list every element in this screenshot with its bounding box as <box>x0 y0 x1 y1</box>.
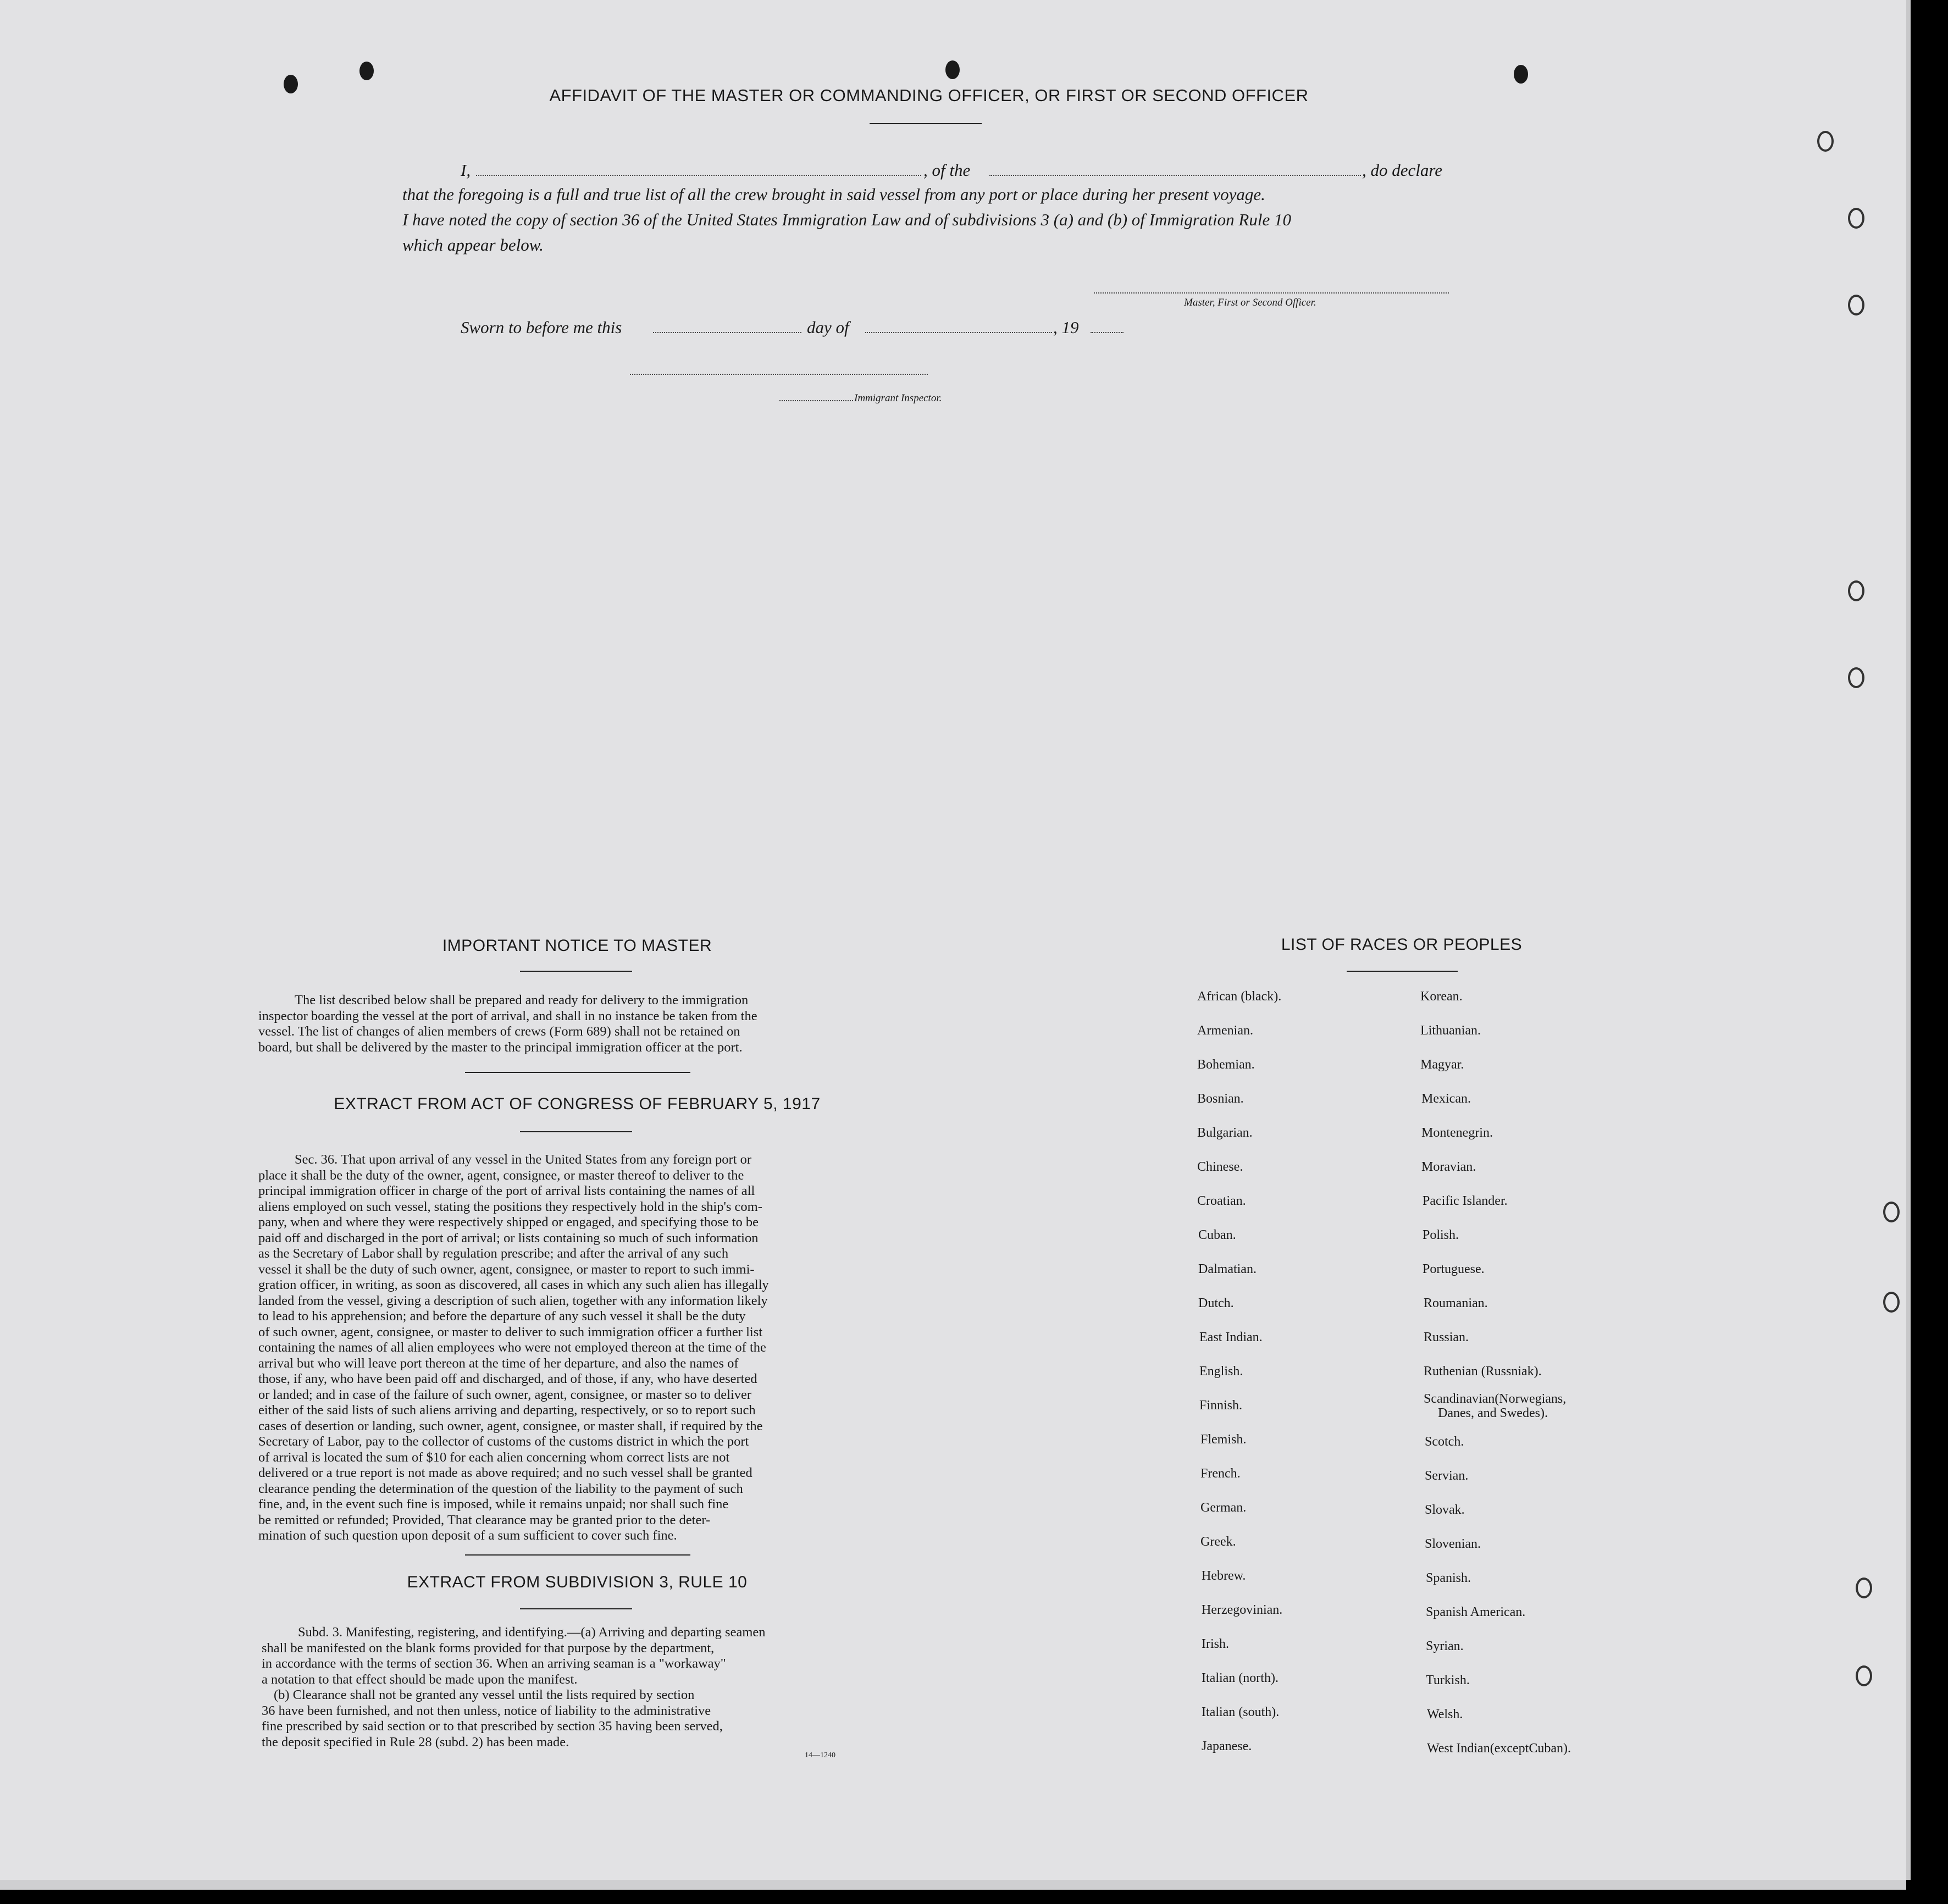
race-item: Magyar. <box>1420 1058 1464 1072</box>
race-item: Scotch. <box>1425 1435 1464 1449</box>
notice-line: inspector boarding the vessel at the port of arrival, and shall in no instance be taken from the <box>258 1008 757 1023</box>
race-item: Bosnian. <box>1197 1092 1244 1106</box>
rule-line: Subd. 3. Manifesting, registering, and identifying.—(a) Arriving and departing seamen <box>298 1625 766 1640</box>
race-item: Cuban. <box>1198 1228 1236 1242</box>
act-line: cases of desertion or landing, such owner, agent, consignee, or master shall, if required by the <box>258 1418 763 1433</box>
binder-ring <box>1848 667 1864 688</box>
divider <box>520 1131 632 1132</box>
act-line: of such owner, agent, consignee, or master to deliver to such immigration officer a further list <box>258 1324 763 1340</box>
binder-ring <box>1817 131 1834 152</box>
race-item: Polish. <box>1423 1228 1459 1242</box>
race-item: Korean. <box>1420 989 1463 1004</box>
act-line: to lead to his apprehension; and before the departure of any such vessel it shall be the duty <box>258 1309 746 1324</box>
race-item: Lithuanian. <box>1420 1023 1481 1038</box>
divider <box>870 123 982 124</box>
punch-hole <box>284 75 298 93</box>
race-item: Portuguese. <box>1423 1262 1485 1276</box>
divider <box>465 1554 690 1556</box>
notice-line: The list described below shall be prepared and ready for delivery to the immigration <box>295 993 749 1008</box>
binder-ring <box>1856 1578 1872 1598</box>
act-line: be remitted or refunded; Provided, That clearance may be granted prior to the deter- <box>258 1512 711 1527</box>
race-item: Welsh. <box>1427 1707 1463 1722</box>
punch-hole <box>945 60 960 79</box>
race-item: Turkish. <box>1426 1673 1470 1687</box>
act-line: either of the said lists of such aliens arriving and departing, respectively, or so to report such <box>258 1403 756 1418</box>
act-line: landed from the vessel, giving a description of such alien, together with any information likely <box>258 1293 768 1308</box>
act-line: aliens employed on such vessel, stating the positions they respectively hold in the ship's com- <box>258 1199 762 1214</box>
race-item: Scandinavian(Norwegians, <box>1424 1392 1567 1406</box>
race-item: Mexican. <box>1421 1092 1471 1106</box>
race-item: African (black). <box>1197 989 1282 1004</box>
race-item: English. <box>1199 1364 1243 1379</box>
races-title: LIST OF RACES OR PEOPLES <box>1281 936 1523 954</box>
act-line: clearance pending the determination of the question of the liability to the payment of such <box>258 1481 743 1496</box>
race-item: Finnish. <box>1199 1398 1243 1413</box>
rule-title: EXTRACT FROM SUBDIVISION 3, RULE 10 <box>407 1573 748 1591</box>
race-item: Slovak. <box>1425 1503 1465 1517</box>
punch-hole <box>359 62 374 80</box>
notice-body <box>258 993 897 1055</box>
day-of-label: day of <box>807 318 849 337</box>
binder-ring <box>1848 208 1864 229</box>
act-line: containing the names of all alien employees who were not employed thereon at the time of the <box>258 1340 766 1355</box>
master-signature-label: Master, First or Second Officer. <box>1184 297 1316 308</box>
notice-title: IMPORTANT NOTICE TO MASTER <box>442 937 712 955</box>
inspector-lead-dots <box>779 400 853 401</box>
affidavit-of-the-label: , of the <box>923 160 971 180</box>
race-item: Pacific Islander. <box>1423 1194 1508 1208</box>
binder-ring <box>1848 580 1864 601</box>
race-item: Japanese. <box>1202 1739 1252 1753</box>
sworn-year-field[interactable] <box>1091 332 1124 333</box>
race-item: Herzegovinian. <box>1202 1603 1283 1617</box>
race-item: Roumanian. <box>1424 1296 1488 1310</box>
rule-line: a notation to that effect should be made upon the manifest. <box>262 1671 578 1687</box>
affidavit-declare-label: , do declare <box>1362 160 1443 180</box>
sworn-month-field[interactable] <box>865 332 1052 333</box>
act-title: EXTRACT FROM ACT OF CONGRESS OF FEBRUARY 5, 1917 <box>334 1095 821 1113</box>
year-label: , 19 <box>1053 318 1079 337</box>
inspector-signature-field[interactable] <box>630 374 928 375</box>
race-item: West Indian(exceptCuban). <box>1427 1741 1571 1756</box>
act-line: or landed; and in case of the failure of such owner, agent, consignee, or master so to deliver <box>258 1387 752 1402</box>
race-item: Armenian. <box>1197 1023 1253 1038</box>
act-line: gration officer, in writing, as soon as discovered, all cases in which any such alien has illegally <box>258 1277 769 1292</box>
sworn-label: Sworn to before me this <box>461 318 622 337</box>
divider <box>1347 971 1458 972</box>
act-line: Secretary of Labor, pay to the collector of customs of the customs district in which the port <box>258 1434 749 1449</box>
master-signature-field[interactable] <box>1094 292 1449 294</box>
race-item: Italian (south). <box>1202 1705 1280 1719</box>
race-item: Italian (north). <box>1202 1671 1279 1685</box>
sworn-day-field[interactable] <box>653 332 801 333</box>
binder-ring <box>1848 295 1864 316</box>
race-item: Syrian. <box>1426 1639 1464 1653</box>
race-item: French. <box>1200 1466 1241 1481</box>
vessel-field[interactable] <box>989 175 1361 176</box>
binder-ring <box>1856 1665 1872 1686</box>
rule-line: (b) Clearance shall not be granted any vessel until the lists required by section <box>274 1687 695 1702</box>
race-item: German. <box>1200 1501 1247 1515</box>
race-item: Russian. <box>1424 1330 1469 1344</box>
race-item: Hebrew. <box>1202 1569 1246 1583</box>
page-edge <box>1906 0 1911 1880</box>
race-item: Slovenian. <box>1425 1537 1481 1551</box>
race-item: Servian. <box>1425 1469 1469 1483</box>
act-line: of arrival is located the sum of $10 for each alien concerning whom correct lists are not <box>258 1449 730 1465</box>
affidavit-title: AFFIDAVIT OF THE MASTER OR COMMANDING OFFICER, OR FIRST OR SECOND OFFICER <box>549 86 1309 105</box>
act-line: delivered or a true report is not made as above required; and no such vessel shall be granted <box>258 1465 752 1480</box>
act-line: place it shall be the duty of the owner, agent, consignee, or master thereof to deliver to the <box>258 1167 744 1183</box>
inspector-label: Immigrant Inspector. <box>854 392 942 404</box>
affidavit-line: that the foregoing is a full and true list of all the crew brought in said vessel from any port or place during her present voyage. <box>402 185 1265 204</box>
rule-line: 36 have been furnished, and not then unless, notice of liability to the administrative <box>262 1703 711 1718</box>
notice-line: vessel. The list of changes of alien members of crews (Form 689) shall not be retained on <box>258 1024 740 1039</box>
race-item: Dalmatian. <box>1198 1262 1257 1276</box>
name-field[interactable] <box>476 175 921 176</box>
page-bottom-edge <box>0 1880 1906 1890</box>
act-line: mination of such question upon deposit of a sum sufficient to cover such fine. <box>258 1528 677 1543</box>
act-line: pany, when and where they were respectively shipped or engaged, and specifying those to be <box>258 1215 759 1230</box>
divider <box>465 1072 690 1073</box>
act-line: arrival but who will leave port thereon at the time of her departure, and also the names of <box>258 1355 739 1371</box>
race-item-continuation: Danes, and Swedes). <box>1438 1406 1548 1420</box>
race-item: Spanish American. <box>1426 1605 1526 1619</box>
affidavit-line: which appear below. <box>402 235 544 254</box>
rule-line: in accordance with the terms of section 36. When an arriving seaman is a "workaway" <box>262 1656 726 1671</box>
act-line: vessel it shall be the duty of such owner, agent, consignee, or master to report to such immi- <box>258 1261 755 1277</box>
race-item: Ruthenian (Russniak). <box>1424 1364 1542 1379</box>
act-line: as the Secretary of Labor shall by regulation prescribe; and after the arrival of any such <box>258 1246 729 1261</box>
notice-line: board, but shall be delivered by the master to the principal immigration officer at the port. <box>258 1039 743 1055</box>
divider <box>520 971 632 972</box>
rule-line: the deposit specified in Rule 28 (subd. 2) has been made. <box>262 1734 569 1750</box>
affidavit-line: I have noted the copy of section 36 of the United States Immigration Law and of subdivisions 3 (a) and (b) of Immigration Rule 10 <box>402 210 1291 229</box>
race-item: Dutch. <box>1198 1296 1234 1310</box>
race-item: East Indian. <box>1199 1330 1263 1344</box>
race-item: Croatian. <box>1197 1194 1246 1208</box>
race-item: Montenegrin. <box>1421 1126 1493 1140</box>
rule-line: shall be manifested on the blank forms provided for that purpose by the department, <box>262 1640 715 1656</box>
binder-ring <box>1883 1292 1900 1313</box>
form-number: 14—1240 <box>805 1751 835 1759</box>
act-line: paid off and discharged in the port of arrival; or lists containing so much of such information <box>258 1230 759 1246</box>
race-item: Bohemian. <box>1197 1058 1255 1072</box>
race-item: Spanish. <box>1426 1571 1471 1585</box>
act-line: those, if any, who have been paid off and discharged, and of those, if any, who have deserted <box>258 1371 757 1386</box>
binder-ring <box>1883 1202 1900 1222</box>
act-line: Sec. 36. That upon arrival of any vessel in the United States from any foreign port or <box>295 1152 751 1167</box>
race-item: Greek. <box>1200 1535 1236 1549</box>
rule-body <box>262 1625 900 1750</box>
act-line: fine, and, in the event such fine is imposed, while it remains unpaid; nor shall such fine <box>258 1497 729 1512</box>
race-item: Moravian. <box>1421 1160 1476 1174</box>
affidavit-i-label: I, <box>461 160 471 180</box>
rule-line: fine prescribed by said section or to that prescribed by section 35 having been served, <box>262 1719 723 1734</box>
race-item: Flemish. <box>1200 1432 1247 1447</box>
act-body <box>258 1152 897 1544</box>
race-item: Irish. <box>1202 1637 1229 1651</box>
race-item: Bulgarian. <box>1197 1126 1253 1140</box>
punch-hole <box>1514 65 1528 84</box>
divider <box>520 1608 632 1609</box>
race-item: Chinese. <box>1197 1160 1243 1174</box>
act-line: principal immigration officer in charge of the port of arrival lists containing the names of all <box>258 1183 755 1198</box>
